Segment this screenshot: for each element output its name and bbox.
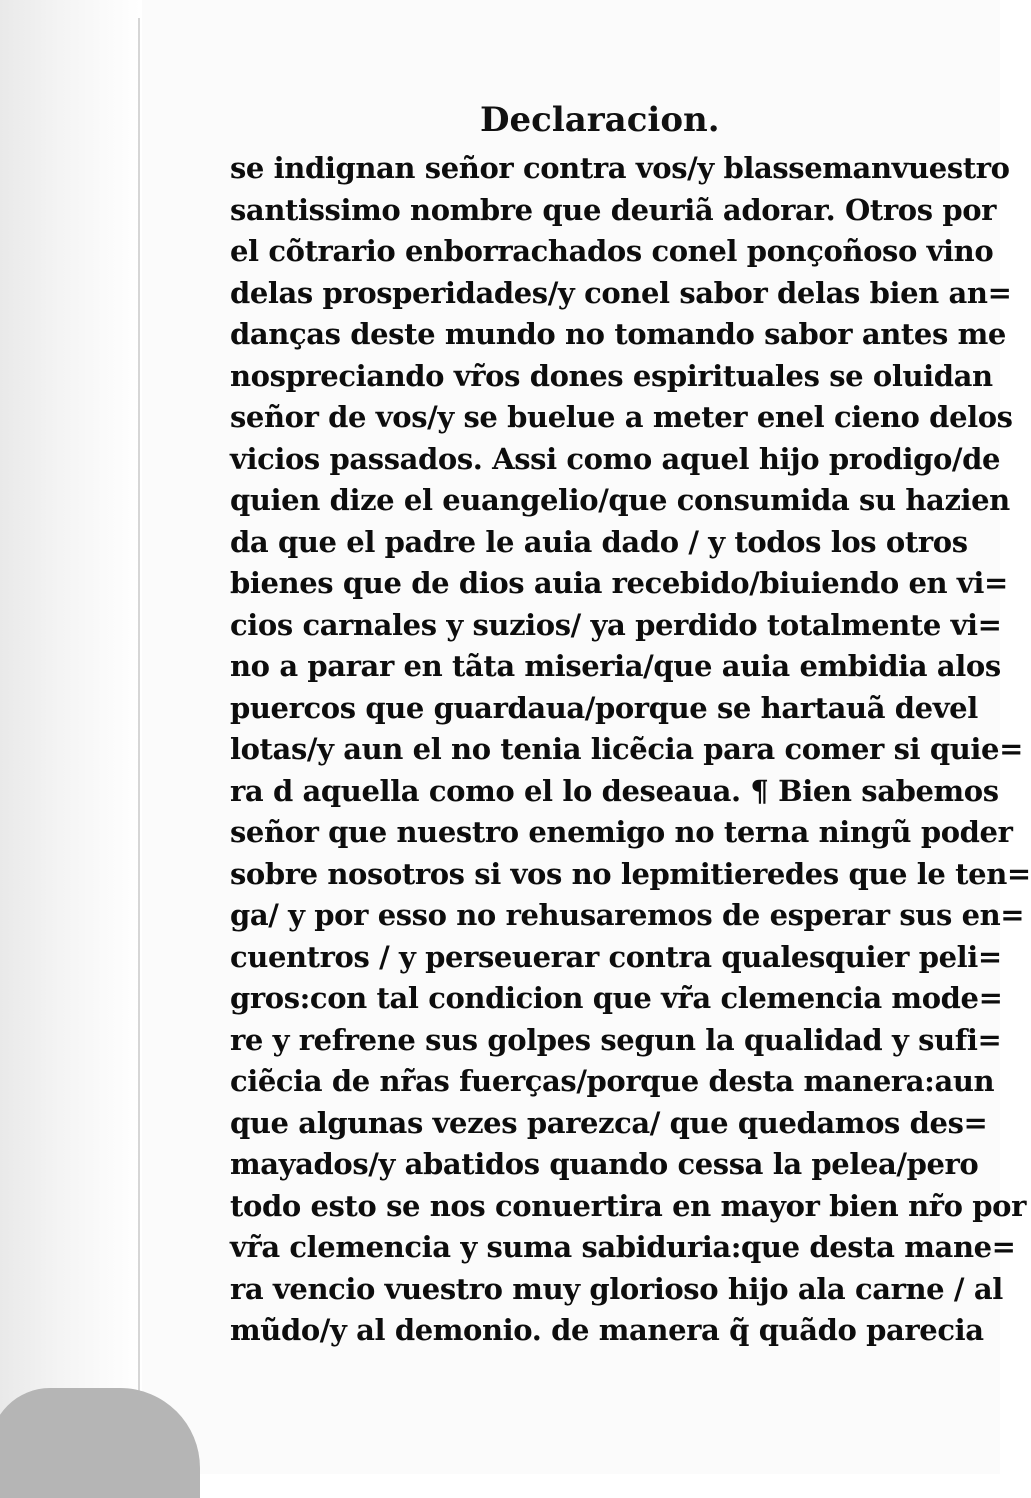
- text-line: cios carnales y suzios/ ya perdido totalmente vi=: [230, 607, 1002, 642]
- text-line: mayados/y abatidos quando cessa la pelea/pero: [230, 1147, 979, 1181]
- text-line: se indignan señor contra vos/y blassemanvuestro: [230, 151, 1010, 185]
- text-line: puercos que guardaua/porque se hartauã devel: [230, 690, 978, 725]
- text-line: no a parar en tãta miseria/que auia embidia alos: [230, 649, 1001, 683]
- text-line: mũdo/y al demonio. de manera q̃ quãdo parecia: [230, 1313, 984, 1347]
- text-line: ra d aquella como el lo deseaua. ¶ Bien sabemos: [230, 773, 999, 808]
- text-line: re y refrene sus golpes segun la qualidad y sufi=: [230, 1022, 1002, 1057]
- holder-thumb: [0, 1388, 200, 1498]
- running-head: Declaracion.: [480, 100, 720, 140]
- page-fold-line: [138, 18, 140, 1438]
- text-line: quien dize el euangelio/que consumida su hazien: [230, 483, 1010, 517]
- text-line: danças deste mundo no tomando sabor antes me: [230, 317, 1006, 351]
- text-line: que algunas vezes parezca/ que quedamos des=: [230, 1105, 988, 1140]
- text-line: lotas/y aun el no tenia licẽcia para comer si quie=: [230, 732, 1024, 766]
- text-line: vicios passados. Assi como aquel hijo prodigo/de: [230, 441, 1001, 476]
- facing-page-edge: [0, 0, 142, 1474]
- text-line: vr̃a clemencia y suma sabiduria:que desta mane=: [230, 1230, 1016, 1264]
- text-line: ga/ y por esso no rehusaremos de esperar sus en=: [230, 898, 1025, 932]
- text-line: santissimo nombre que deuriã adorar. Otros por: [230, 192, 997, 227]
- text-line: ciẽcia de nr̃as fuerças/porque desta manera:aun: [230, 1064, 995, 1098]
- text-line: sobre nosotros si vos no lepmitieredes que le ten=: [230, 856, 1031, 891]
- text-line: gros:con tal condicion que vr̃a clemencia mode=: [230, 981, 1003, 1015]
- text-line: delas prosperidades/y conel sabor delas bien an=: [230, 275, 1012, 310]
- text-line: señor de vos/y se buelue a meter enel cieno delos: [230, 400, 1013, 434]
- text-line: señor que nuestro enemigo no terna ningũ poder: [230, 815, 1013, 849]
- text-line: nospreciando vr̃os dones espirituales se oluidan: [230, 358, 993, 393]
- text-line: cuentros / y perseuerar contra qualesquier peli=: [230, 939, 1002, 974]
- text-block: [230, 148, 1031, 1347]
- text-line: ra vencio vuestro muy glorioso hijo ala carne / al: [230, 1271, 1003, 1306]
- text-line: todo esto se nos conuertira en mayor bien nr̃o por: [230, 1188, 1026, 1223]
- text-line: el cõtrario enborrachados conel ponçoñoso vino: [230, 234, 994, 268]
- text-line: bienes que de dios auia recebido/biuiendo en vi=: [230, 566, 1008, 600]
- text-line: da que el padre le auia dado / y todos los otros: [230, 524, 968, 559]
